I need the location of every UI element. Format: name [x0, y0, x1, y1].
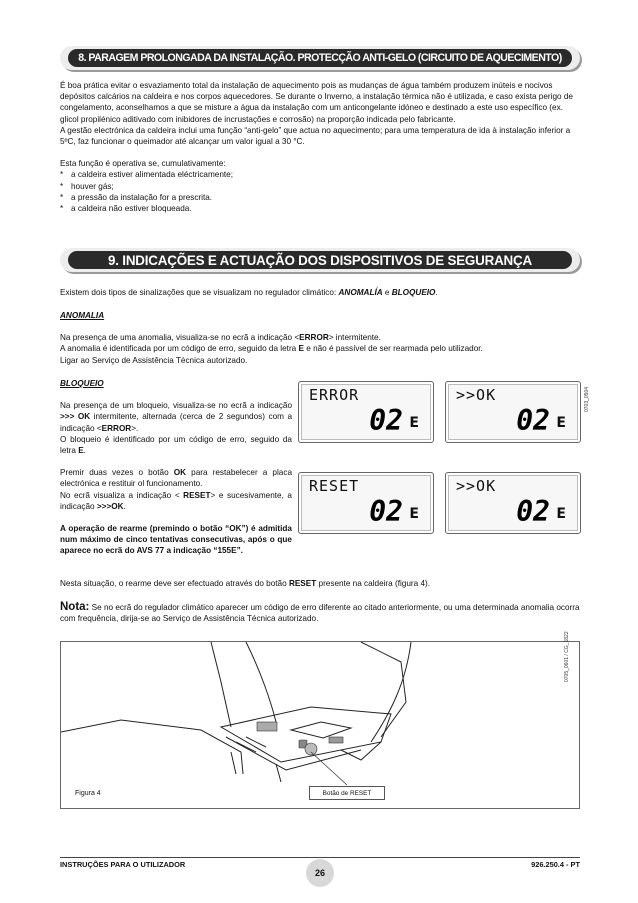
bullet-item	[60, 169, 580, 180]
reset-word: RESET	[288, 579, 317, 588]
lcd-code: 02	[516, 495, 550, 528]
bloqueio-error: ERROR	[101, 423, 132, 433]
bloqueio-text: .	[123, 501, 126, 511]
lcd-display-ok-2	[445, 472, 581, 534]
bullet-item	[60, 203, 580, 214]
section-8-paragraph-2: A gestão electrónica da caldeira inclui uma função “anti-gelo” que actua no aquecimento; para uma temperatura de ida à instalação inferior a 5ºC, faz funcionar o queimador até alcançar um valor igual a 30 °C.	[60, 125, 571, 147]
lcd-display-error	[298, 381, 434, 443]
lcd-letter: E	[409, 415, 419, 431]
bloqueio-letter: E	[78, 446, 84, 456]
intro-period: .	[435, 288, 438, 297]
figure-4	[60, 631, 580, 809]
display-code: 0703_0504	[584, 386, 590, 412]
anomalia-letter: E	[298, 344, 304, 354]
bullet-mark: *	[60, 192, 64, 202]
bloqueio-text: intermitente, alternada (cerca de 2 segundos) com a indicação <	[60, 412, 293, 433]
lcd-code: 02	[516, 404, 550, 437]
lcd-letter: E	[556, 506, 566, 522]
reset-text: presente na caldeira (figura 4).	[316, 579, 431, 588]
bloqueio-text: Premir duas vezes o botão	[60, 468, 174, 478]
bloqueio-heading: BLOQUEIO	[60, 379, 104, 388]
bloqueio-ok: OK	[173, 468, 187, 478]
reset-note	[60, 578, 580, 589]
boiler-outline	[61, 720, 243, 774]
bullet-mark: *	[60, 170, 64, 180]
section-9-banner	[60, 248, 580, 272]
anomalia-heading: ANOMALIA	[60, 311, 105, 320]
intro-bloqueio: BLOQUEIO	[391, 288, 436, 297]
lcd-code: 02	[369, 495, 403, 528]
section-9-title: 9. INDICAÇÕES E ACTUAÇÃO DOS DISPOSITIVOS DE SEGURANÇA	[68, 251, 572, 269]
bullet-mark: *	[60, 204, 64, 214]
bloqueio-text: No ecrã visualiza a indicação <	[60, 490, 184, 500]
anomalia-text: > intermitente.	[328, 333, 381, 343]
bloqueio-text: >.	[131, 423, 139, 433]
anomalia-section	[60, 310, 580, 366]
lcd-code: 02	[369, 404, 403, 437]
footer-divider	[60, 857, 580, 858]
lcd-letter: E	[409, 506, 419, 522]
bloqueio-section	[60, 378, 292, 557]
bullet-text: houver gás;	[71, 181, 114, 191]
bloqueio-reset: RESET	[183, 490, 211, 500]
section-9-intro	[60, 287, 580, 298]
nota-text: Se no ecrã do regulador climático aparecer um código de erro diferente ao citado anteriormente, ou uma determinada anomalia ocorra com frequência, dirija-se ao Serviço de Assistência Técnica autorizado.	[60, 603, 580, 624]
bloqueio-bold-note: A operação de rearme (premindo o botão “OK”) é admitida num máximo de cinco tentativas consecutivas, após o que aparece no ecrã do AVS 77 a indicação “155E”.	[60, 524, 292, 556]
bloqueio-ok: >>> OK	[60, 412, 91, 422]
bloqueio-ok: >>>OK	[96, 501, 124, 511]
bloqueio-text: O bloqueio é identificado por um código de erro, seguido da letra	[60, 434, 292, 456]
figure-code: 0705_0601 / CG_1822	[564, 631, 570, 682]
boiler-illustration	[61, 642, 579, 808]
bullet-mark: *	[60, 181, 64, 191]
bullet-text: a caldeira não estiver bloqueada.	[71, 204, 192, 214]
document-code: 926.250.4 - PT	[531, 860, 580, 869]
section-8-title: 8. PARAGEM PROLONGADA DA INSTALAÇÃO. PROTECÇÃO ANTI-GELO (CIRCUITO DE AQUECIMENTO)	[68, 49, 572, 67]
nota-label: Nota:	[60, 601, 90, 613]
figure-label: Figura 4	[75, 790, 101, 797]
lcd-letter: E	[556, 415, 566, 431]
anomalia-text: Na presença de uma anomalia, visualiza-se no ecrã a indicação <	[60, 333, 300, 343]
lcd-top-text: RESET	[309, 477, 360, 495]
bloqueio-text: Na presença de um bloqueio, visualiza-se no ecrã a indicação	[60, 401, 292, 411]
intro-anomalia: ANOMALÍA	[338, 288, 383, 297]
bloqueio-text: .	[83, 446, 86, 456]
bloqueio-text: para restabelecer a placa electrónica e restituir ol funcionamento.	[60, 468, 292, 489]
lcd-display-ok	[445, 381, 581, 443]
section-8-banner	[60, 46, 580, 70]
bullet-text: a caldeira estiver alimentada eléctricamente;	[71, 170, 234, 180]
intro-and: e	[382, 288, 392, 297]
bullet-text: a pressão da instalação for a prescrita.	[71, 192, 213, 202]
lcd-top-text: >>OK	[456, 386, 497, 404]
lcd-display-reset	[298, 472, 434, 534]
intro-text: Existem dois tipos de sinalizações que se visualizam no regulador climático:	[60, 288, 339, 297]
page-number: 26	[306, 859, 334, 887]
anomalia-text: A anomalia é identificada por um código de erro, seguido da letra	[60, 344, 299, 354]
bullet-item	[60, 192, 580, 203]
anomalia-text: Ligar ao Serviço de Assistência Técnica autorizado.	[60, 355, 248, 365]
section-8-paragraph-1: É boa prática evitar o esvaziamento total da instalação de aquecimento pois as mudanças de água também produzem inúteis e nocivos depósitos calcários na caldeira e nos corpos aquecedores. Se durante o Inverno, a instalação térmica não é utilizada, e caso exista perigo de congelamento, aconselhamos a que se misture a água da instalação com um anticongelante idóneo e destinado a este uso específico (ex. glicol propilénico aditivado com inibidores de incrustações e corrosão) na proporção indicada pelo fabricante.	[60, 81, 573, 124]
lcd-top-text: ERROR	[309, 386, 360, 404]
anomalia-text: e não é passível de ser rearmada pelo utilizador.	[303, 344, 483, 354]
lcd-top-text: >>OK	[456, 477, 497, 495]
footer-title: INSTRUÇÕES PARA O UTILIZADOR	[60, 860, 186, 869]
nota	[60, 602, 580, 624]
section-8-paragraph-3: Esta função é operativa se, cumulativamente:	[60, 159, 226, 169]
section-8-body	[60, 80, 580, 214]
bullet-item	[60, 181, 580, 192]
anomalia-error: ERROR	[299, 333, 329, 343]
reset-text: Nesta situação, o rearme deve ser efectuado através do botão	[60, 579, 289, 588]
bloqueio-text: > e sucesivamente, a indicação	[60, 490, 292, 511]
reset-button-callout: Botão de RESET	[309, 786, 385, 800]
